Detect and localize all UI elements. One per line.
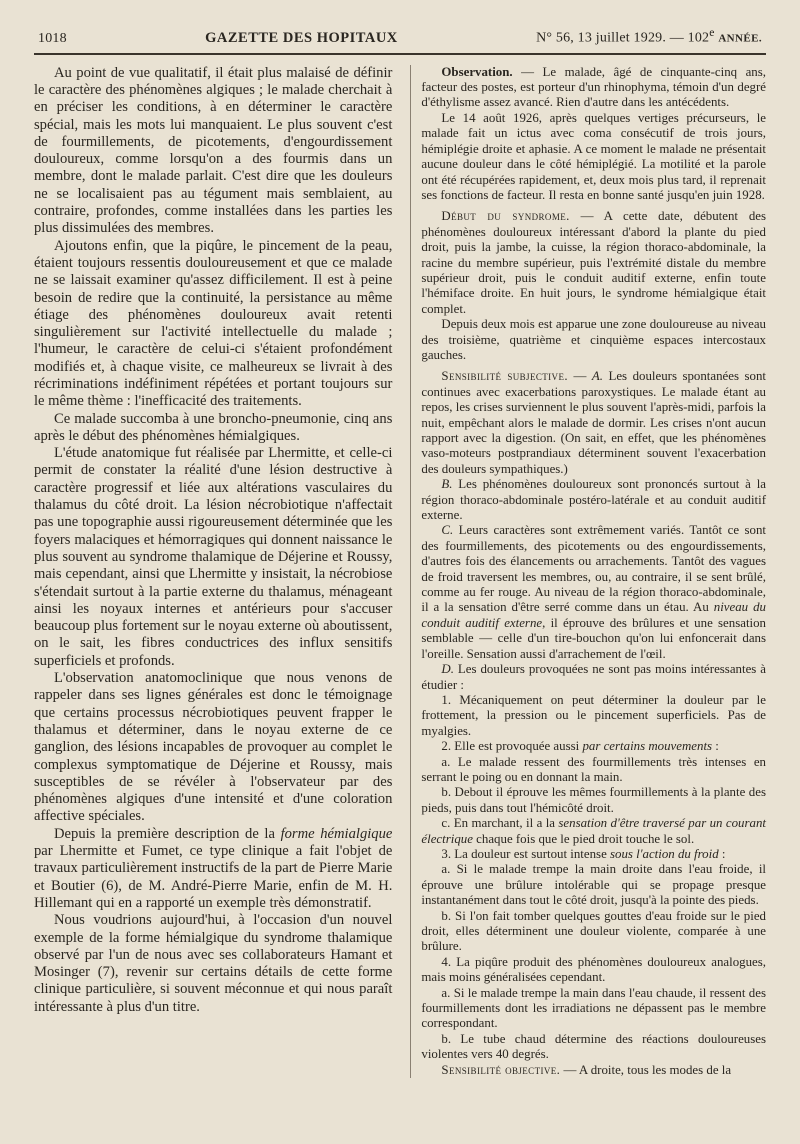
list-item: a. Le malade ressent des fourmillements très intenses en serrant le poing ou en donnant la main.	[421, 754, 766, 784]
list-item: 3. La douleur est surtout intense sous l'action du froid :	[441, 846, 726, 861]
paragraph: Sensibilité objective. — A droite, tous les modes de la	[441, 1062, 732, 1077]
list-item: a. Si le malade trempe la main droite dans l'eau froide, il éprouve une brûlure intolérable qui se propage presque instantanément dans tout le côté droit, jusqu'à la pointe des pieds.	[421, 862, 766, 908]
list-item: c. En marchant, il a la sensation d'être traversé par un courant électrique chaque fois que le pied droit touche le sol.	[421, 816, 766, 846]
page-number: 1018	[38, 30, 67, 46]
list-item: b. Debout il éprouve les mêmes fourmillements à la plante des pieds, puis dans tout l'hémicôté droit.	[421, 785, 766, 815]
paragraph: Ce malade succomba à une broncho-pneumonie, cinq ans après le début des phénomènes hémialgiques.	[34, 410, 393, 444]
paragraph: Sensibilité subjective. — A. Les douleurs spontanées sont continues avec exacerbations paroxystiques. Le malade étant au repos, les crises surviennent le plus souvent l'après-midi, parfois la nuit, empêchant alors le malade de dormir. Les crises n'ont aucun rapport avec la digestion. (On sait, en effet, que les phénomènes vaso-moteurs postprandiaux déterminent souvent l'exacerbation des douleurs sympathiques.)	[421, 369, 766, 476]
paragraph: B. Les phénomènes douloureux sont prononcés surtout à la région thoraco-abdominale postéro-latérale et au conduit auditif externe.	[421, 477, 766, 523]
page-header	[34, 26, 766, 55]
list-item: 1. Mécaniquement on peut déterminer la douleur par le frottement, la pression ou le pincement superficiels. Pas de myalgies.	[421, 692, 766, 738]
section-heading: Début du syndrome.	[441, 209, 570, 224]
paragraph: Au point de vue qualitatif, il était plus malaisé de définir le caractère des phénomènes algiques ; le malade cherchait à en préciser les conditions, à en déterminer le caractère spécial, mais les mots lui manquaient. Le plus souvent c'est de fourmillements, de picotements, d'engourdissement douloureux, comme lorsqu'on a des fourmis dans un membre, dont le malade parlait. C'est dire que les douleurs ne se localisaient pas au tégument mais semblaient, au contraire, profondes, comme installées dans les parties les plus dissimulées des membres.	[34, 64, 393, 237]
list-item: b. Si l'on fait tomber quelques gouttes d'eau froide sur le pied droit, elles déterminent une douleur violente, comparée à une brûlure.	[421, 908, 766, 954]
section-heading: Observation.	[441, 64, 513, 79]
paragraph: Le 14 août 1926, après quelques vertiges précurseurs, le malade fait un ictus avec coma consécutif de trois jours, hémiplégie droite et aphasie. A ce moment le malade ne présentait aucune douleur dans le côté hémiplégié. La motilité et la parole ont été récupérées rapidement, et, deux mois plus tard, il reprenait ses fonctions de facteur. Il resta en bonne santé jusqu'en juin 1928.	[421, 110, 766, 202]
section-heading: Sensibilité subjective.	[441, 369, 568, 384]
paragraph: Ajoutons enfin, que la piqûre, le pincement de la peau, étaient toujours ressentis douloureusement et que ce malade ne se laissait examiner qu'assez difficilement. Il est à peine besoin de redire que la continuité, la persistance au même étiage des phénomènes douloureux avait retenti singulièrement sur l'activité intellectuelle du malade ; l'humeur, le caractère de celui-ci s'étaient profondément modifiés et, à chaque visite, ce malheureux se livrait à des récriminations indéfiniment répétées et portant toujours sur le même thème : l'inefficacité des traitements.	[34, 237, 393, 410]
list-item: 4. La piqûre produit des phénomènes douloureux analogues, mais moins généralisées cependant.	[421, 954, 766, 985]
body-columns	[34, 65, 766, 1078]
section-heading: Sensibilité objective.	[441, 1062, 561, 1077]
observation-paragraph: Observation. — Le malade, âgé de cinquante-cinq ans, facteur des postes, est porteur d'un rhinophyma, témoin d'un degré d'éthylisme assez avancé. Rien d'autre dans les antécédents.	[421, 64, 766, 110]
issue-info: N° 56, 13 juillet 1929. — 102e ANNÉE.	[536, 26, 762, 46]
list-item: a. Si le malade trempe la main dans l'eau chaude, il ressent des fourmillements dont les irradiations ne dépassent pas le membre correspondant.	[421, 985, 766, 1031]
paragraph: Depuis la première description de la forme hémialgique par Lhermitte et Fumet, ce type clinique a fait l'objet de travaux particulièrement instructifs de la part de Pierre Marie et Boutier (6), de M. André-Pierre Marie, enfin de M. H. Hillemant qui en a rapporté un exemple très démonstratif.	[34, 825, 393, 911]
list-item: 2. Elle est provoquée aussi par certains mouvements :	[441, 739, 719, 754]
paragraph: L'étude anatomique fut réalisée par Lhermitte, et celle-ci permit de constater la réalité d'une lésion destructive à caractère progressif et liée aux altérations vasculaires du thalamus du côté droit. La lésion nécrobiotique n'affectait pas une topographie aussi rigoureusement déterminée que les foyers malaciques et hémorragiques qui donnent naissance le plus souvent au syndrome thalamique de Déjerine et Roussy, mais cependant, ainsi que Lhermitte y insistait, la nécrobiose s'étendait surtout à la partie externe du thalamus, ménageant ainsi les noyaux internes et antérieurs pour s'accuser beaucoup plus fortement sur le noyau externe où aboutissent, on le sait, les fibres conductrices des influx sensitifs superficiels et profonds.	[34, 445, 393, 669]
right-column	[410, 65, 766, 1078]
paragraph: Nous voudrions aujourd'hui, à l'occasion d'un nouvel exemple de la forme hémialgique du syndrome thalamique observé par l'un de nous avec ses collaborateurs Hamant et Mosinger (7), revenir sur certains détails de cette forme clinique particulière, si souvent méconnue et qui nous paraît intéressante à plus d'un titre.	[34, 912, 393, 1015]
paragraph: Depuis deux mois est apparue une zone douloureuse au niveau des troisième, quatrième et cinquième espaces intercostaux gauches.	[421, 317, 766, 362]
paragraph: Début du syndrome. — A cette date, débutent des phénomènes douloureux intéressant d'abord la plante du pied droit, puis la jambe, la cuisse, la région thoraco-abdominale, la racine du membre supérieur, puis l'extrémité distale du membre supérieur droit, puis le conduit auditif externe, enfin toute l'hémiface droite. En huit jours, le syndrome hémialgique était complet.	[421, 209, 767, 316]
paragraph: C. Leurs caractères sont extrêmement variés. Tantôt ce sont des fourmillements, des picotements ou des engourdissements, d'autres fois des élancements ou arrachements. Tantôt des vagues de froid traversent les membres, ou, au contraire, il se sent brûlé, comme au fer rouge. Au niveau de la région thoraco-abdominale, il a la sensation d'être serré comme dans un étau. Au niveau du conduit auditif externe, il éprouve des brûlures et une sensation semblable — celle d'un tire-bouchon qu'on lui enfoncerait dans l'oreille. Sensation aussi d'arrachement de l'œil.	[421, 523, 766, 661]
list-item: b. Le tube chaud détermine des réactions douloureuses violentes vers 40 degrés.	[421, 1031, 766, 1062]
paragraph: D. Les douleurs provoquées ne sont pas moins intéressantes à étudier :	[421, 662, 766, 692]
paragraph: L'observation anatomoclinique que nous venons de rappeler dans ses lignes générales est donc le témoignage que certains processus nécrobiotiques peuvent frapper le thalamus et déterminer, dans le noyau externe de ce ganglion, des lésions incapables de provoquer au complet le complexus symptomatique de Déjerine et Roussy, mais susceptibles de se révéler à l'observateur par des phénomènes algiques d'une intensité et d'une coloration affective spéciales.	[34, 670, 393, 825]
left-column	[34, 65, 392, 1078]
journal-title: GAZETTE DES HOPITAUX	[205, 29, 398, 46]
